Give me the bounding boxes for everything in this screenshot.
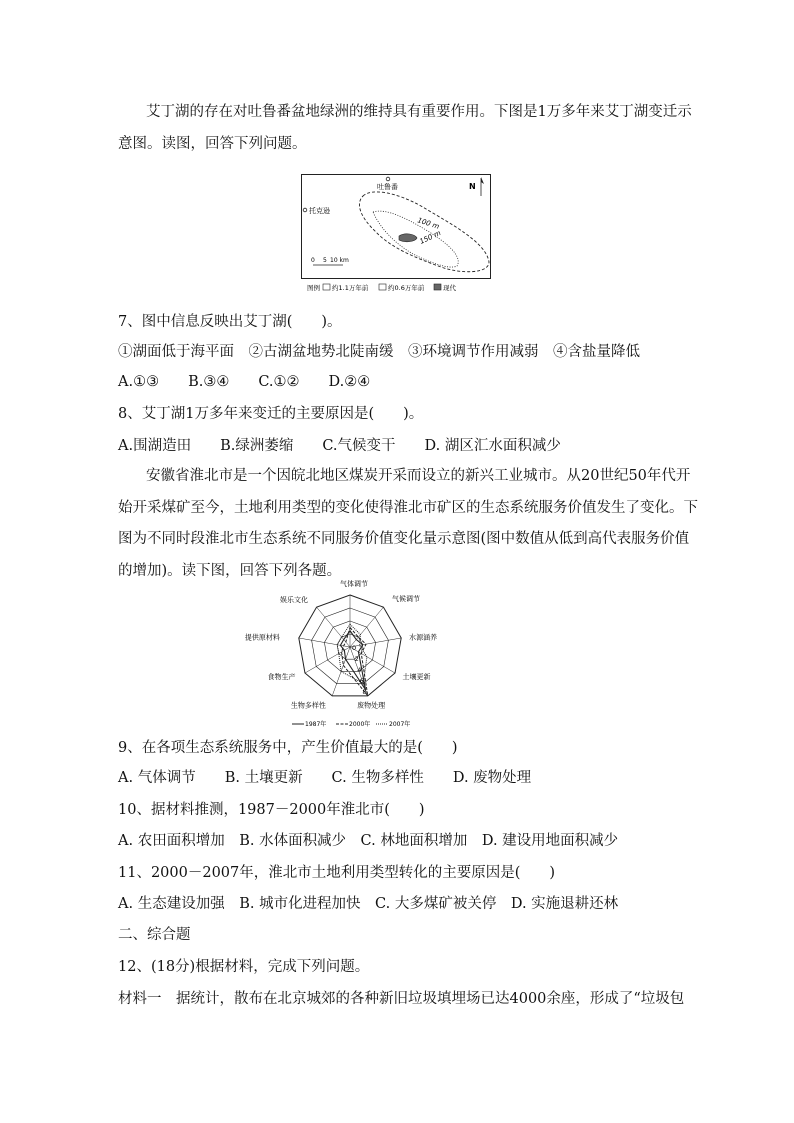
radar-axis-label: 废物处理 — [357, 701, 386, 710]
radar-axis-label: 生物多样性 — [290, 701, 326, 710]
q7-stem: 7、图中信息反映出艾丁湖( )。 — [118, 314, 342, 330]
radar-tick-label: 2 — [354, 655, 359, 664]
intro2-line3: 图为不同时段淮北市生态系统不同服务价值变化量示意图(图中数值从低到高代表服务价值 — [118, 531, 690, 547]
q10-choices: A. 农田面积增加 B. 水体面积减少 C. 林地面积增加 D. 建设用地面积减少 — [118, 833, 619, 849]
contour-100m-label: 100 m — [416, 216, 441, 231]
q11-stem: 11、2000－2007年，淮北市土地利用类型转化的主要原因是( ) — [118, 865, 556, 881]
radar-tick-label: 0 — [352, 644, 357, 652]
north-label: N — [469, 182, 476, 191]
radar-legend-label: 2007年 — [389, 721, 411, 728]
radar-axis-label: 提供原材料 — [244, 633, 280, 642]
radar-legend-label: 1987年 — [305, 721, 327, 728]
ecosystem-radar-chart — [240, 580, 440, 730]
radar-tick-label: 6 — [359, 677, 364, 686]
radar-spoke — [305, 647, 350, 673]
intro1-line2: 意图。读图，回答下列问题。 — [118, 136, 307, 152]
map-legend-label: 图例 — [307, 284, 320, 292]
radar-axis-label: 食物生产 — [267, 673, 296, 681]
lake-outline-11ka — [359, 192, 489, 272]
q7-options: ①湖面低于海平面 ②古湖盆地势北陡南缓 ③环境调节作用减弱 ④含盐量降低 — [118, 344, 640, 360]
svg-text:10 km: 10 km — [330, 257, 349, 264]
q11-choices: A. 生态建设加强 B. 城市化进程加快 C. 大多煤矿被关停 D. 实施退耕还林 — [118, 896, 619, 912]
map-toksun-label: 托克逊 — [309, 207, 330, 215]
radar-spoke — [317, 607, 350, 647]
intro2-line4: 的增加)。读下图，回答下列各题。 — [118, 563, 342, 579]
radar-axis-label: 水源涵养 — [409, 633, 438, 642]
radar-axis-label: 气候调节 — [391, 595, 420, 604]
radar-tick-label: 8 — [362, 688, 367, 697]
intro2-line1: 安徽省淮北市是一个因皖北地区煤炭开采而设立的新兴工业城市。从20世纪50年代开 — [146, 468, 691, 484]
q9-stem: 9、在各项生态系统服务中，产生价值最大的是( ) — [118, 740, 458, 756]
map-turpan-label: 吐鲁番 — [377, 183, 398, 191]
q10-stem: 10、据材料推测，1987－2000年淮北市( ) — [118, 802, 425, 818]
q8-choices: A.围湖造田 B.绿洲萎缩 C.气候变干 D. 湖区汇水面积减少 — [118, 438, 561, 454]
map-legend-modern: 现代 — [443, 284, 456, 292]
radar-spoke — [350, 638, 401, 647]
intro2-line2: 始开采煤矿至今，土地利用类型的变化使得淮北市矿区的生态系统服务价值发生了变化。下 — [118, 500, 698, 516]
map-legend-11ka: 约1.1万年前 — [332, 284, 369, 292]
radar-tick-label: 4 — [357, 666, 362, 675]
q8-stem: 8、艾丁湖1万多年来变迁的主要原因是( )。 — [118, 406, 424, 422]
intro1-line1: 艾丁湖的存在对吐鲁番盆地绿洲的维持具有重要作用。下图是1万多年来艾丁湖变迁示 — [146, 104, 692, 120]
q12-material1: 材料一 据统计，散布在北京城郊的各种新旧垃圾填埋场已达4000余座，形成了“垃圾包 — [118, 991, 685, 1007]
lake-modern — [399, 234, 417, 242]
svg-text:0: 0 — [311, 257, 315, 264]
q12-stem: 12、(18分)根据材料，完成下列问题。 — [118, 959, 370, 975]
section2-title: 二、综合题 — [118, 927, 191, 943]
radar-axis-label: 土壤更新 — [402, 673, 431, 681]
aiding-lake-map — [301, 174, 491, 292]
radar-axis-label: 气体调节 — [340, 580, 368, 588]
radar-axis-label: 娱乐文化 — [280, 596, 309, 605]
contour-150m-label: 150 m — [418, 229, 443, 246]
q7-choices: A.①③ B.③④ C.①② D.②④ — [118, 374, 371, 390]
svg-text:5: 5 — [323, 257, 327, 264]
radar-spoke — [350, 607, 383, 647]
q9-choices: A. 气体调节 B. 土壤更新 C. 生物多样性 D. 废物处理 — [118, 770, 532, 786]
radar-legend-label: 2000年 — [349, 721, 371, 728]
map-legend-6ka: 约0.6万年前 — [388, 284, 425, 292]
